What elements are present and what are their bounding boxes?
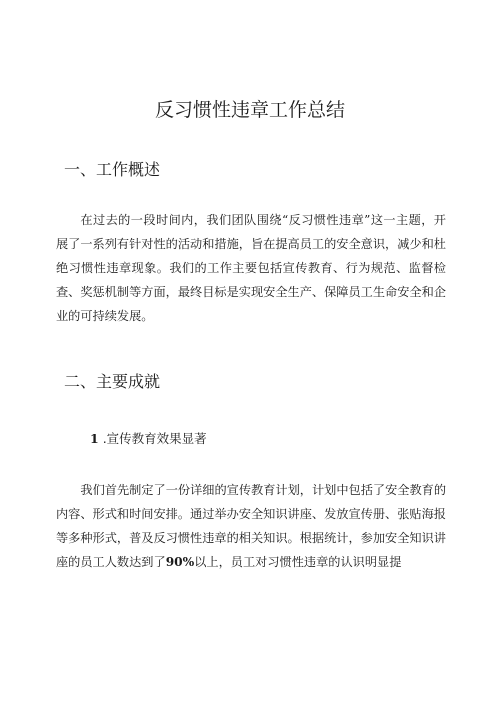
section-heading-overview: 一、工作概述 xyxy=(64,160,161,179)
education-paragraph-tail: 以上，员工对习惯性违章的认识明显提 xyxy=(194,555,402,569)
education-paragraph-text: 我们首先制定了一份详细的宣传教育计划，计划中包括了安全教育的内容、形式和时间安排。通过举办安全知识讲座、发放宣传册、张贴海报等多种形式，普及反习惯性违章的相关知识。根据统计，参加安全知识讲座的员工人数达到了 xyxy=(56,483,447,569)
document-title: 反习惯性违章工作总结 xyxy=(154,99,345,121)
section-heading-achievements: 二、主要成就 xyxy=(64,372,161,391)
attendance-percentage: 90% xyxy=(165,555,195,569)
education-paragraph xyxy=(56,478,446,574)
overview-paragraph: 在过去的一段时间内，我们团队围绕“反习惯性违章”这一主题，开展了一系列有针对性的活动和措施，旨在提高员工的安全意识，减少和杜绝习惯性违章现象。我们的工作主要包括宣传教育、行为规范、监督检查、奖惩机制等方面，最终目标是实现安全生产、保障员工生命安全和企业的可持续发展。 xyxy=(56,213,446,323)
subheading-number: 1 xyxy=(90,431,99,446)
subheading-education xyxy=(90,430,207,448)
subheading-text: .宣传教育效果显著 xyxy=(102,431,207,446)
